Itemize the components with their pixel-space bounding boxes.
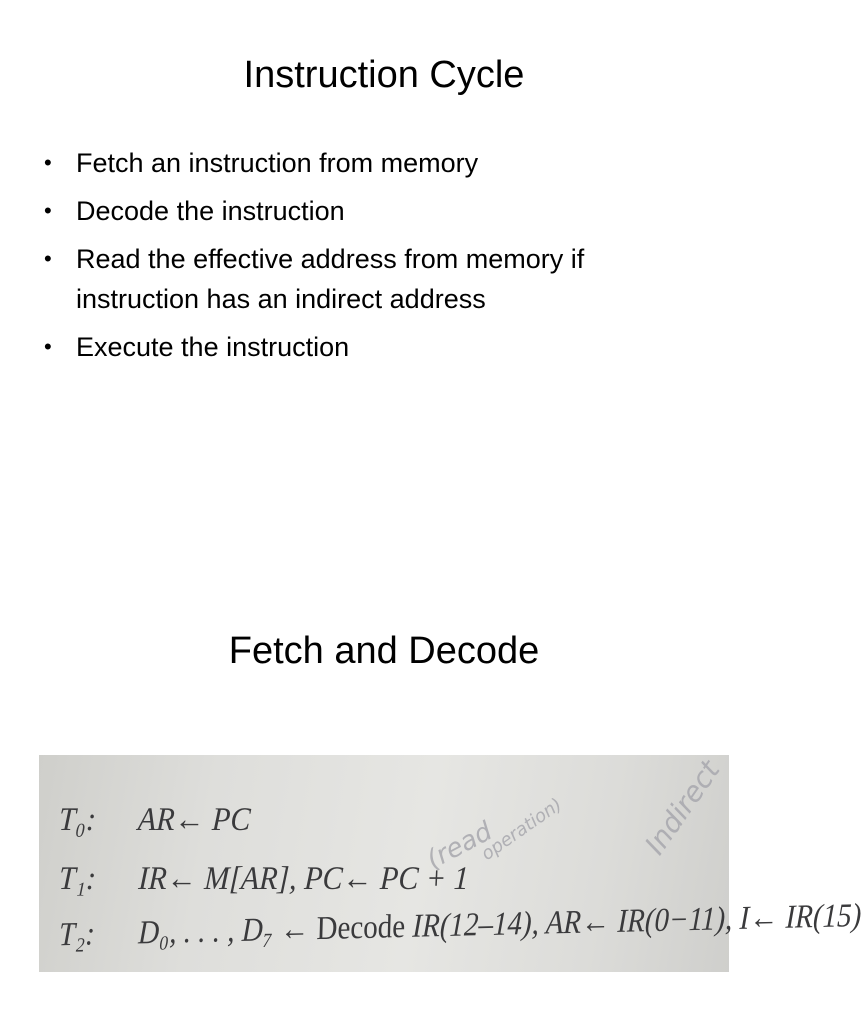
bullet-text: Fetch an instruction from memory bbox=[76, 148, 479, 178]
bullet-text: Read the effective address from memory if instruction has an indirect address bbox=[76, 244, 585, 314]
decode-word: Decode bbox=[316, 908, 406, 948]
bullet-text: Decode the instruction bbox=[76, 196, 345, 226]
bullet-item bbox=[44, 327, 704, 367]
bullet-item bbox=[44, 239, 704, 319]
timing-label: T₁: bbox=[58, 860, 98, 897]
bullet-dot-icon: • bbox=[44, 150, 52, 175]
handwritten-note: Indirect bbox=[638, 754, 727, 861]
timing-row-t1 bbox=[58, 860, 470, 897]
timing-label: T₀: bbox=[58, 801, 98, 838]
bullet-dot-icon: • bbox=[44, 334, 52, 359]
bullet-item bbox=[44, 191, 704, 231]
bullet-list bbox=[44, 143, 704, 375]
micro-operation-part: IR(12–14), AR← IR(0−11), I← IR(15) bbox=[404, 897, 862, 945]
micro-operation-part: D₀, . . . , D₇ ← bbox=[137, 910, 318, 952]
bullet-item bbox=[44, 143, 704, 183]
bullet-dot-icon: • bbox=[44, 246, 52, 271]
timing-row-t2 bbox=[58, 897, 861, 954]
timing-label: T₂: bbox=[58, 915, 96, 954]
handwritten-note: operation) bbox=[477, 794, 567, 865]
slide-title-instruction-cycle: Instruction Cycle bbox=[243, 54, 525, 96]
handwritten-note: (read bbox=[422, 816, 498, 876]
register-transfer-photo bbox=[39, 754, 862, 972]
micro-operation: AR← PC bbox=[137, 801, 252, 838]
bullet-text: Execute the instruction bbox=[76, 332, 350, 362]
slide-title-fetch-and-decode: Fetch and Decode bbox=[228, 630, 540, 672]
micro-operation: IR← M[AR], PC← PC + 1 bbox=[137, 860, 470, 897]
bullet-dot-icon: • bbox=[44, 198, 52, 223]
timing-row-t0 bbox=[58, 801, 251, 838]
